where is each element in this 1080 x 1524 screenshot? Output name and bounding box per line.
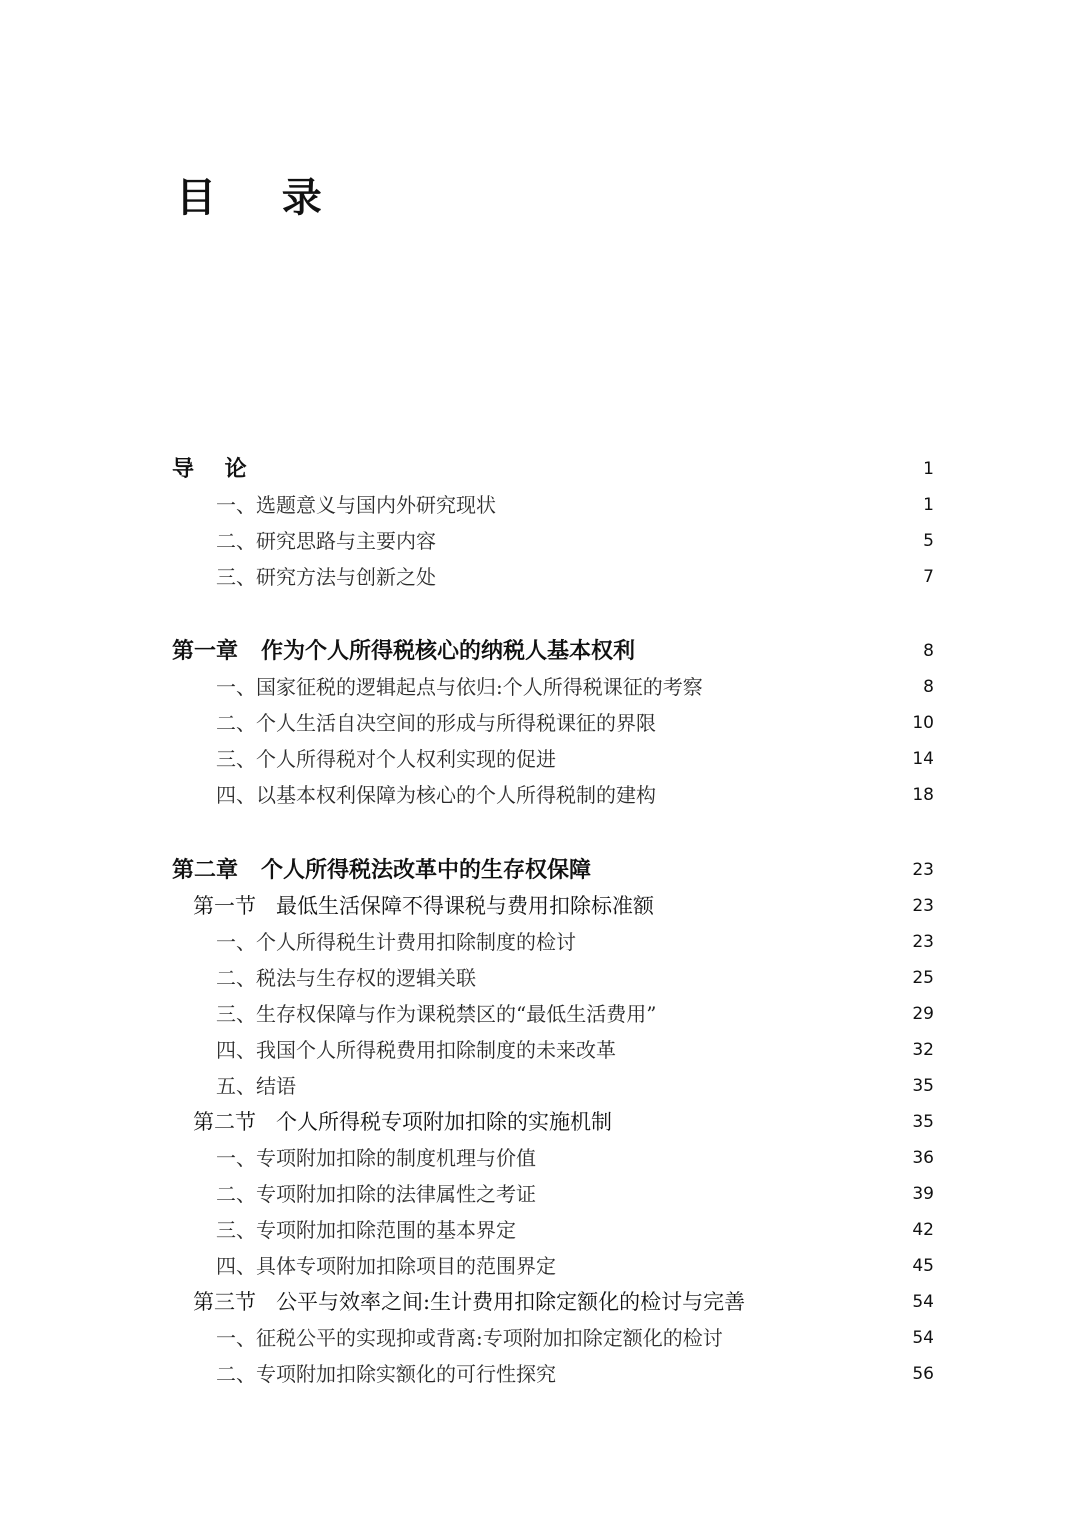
- toc-entry: [0, 487, 1080, 523]
- toc-entry-page: 29: [912, 1004, 934, 1024]
- toc-entry-title: 二、个人生活自决空间的形成与所得税课征的界限: [216, 711, 656, 735]
- toc-entry-page: 25: [912, 968, 934, 988]
- toc-entry: [0, 777, 1080, 813]
- toc-entry: [0, 1212, 1080, 1248]
- toc-entry: [0, 1284, 1080, 1320]
- toc-entry-title: 导 论: [172, 456, 247, 482]
- toc-entry-title: 一、征税公平的实现抑或背离:专项附加扣除定额化的检讨: [216, 1326, 723, 1350]
- toc-entry-page: 7: [923, 567, 934, 587]
- toc-entry-title: 一、个人所得税生计费用扣除制度的检讨: [216, 930, 576, 954]
- toc-entry-title: 四、具体专项附加扣除项目的范围界定: [216, 1254, 556, 1278]
- toc-entry: [0, 888, 1080, 924]
- toc-entry: [0, 924, 1080, 960]
- toc-entry-page: 35: [912, 1112, 934, 1132]
- toc-entry-title: 第三节 公平与效率之间:生计费用扣除定额化的检讨与完善: [193, 1290, 746, 1314]
- toc-entry-page: 23: [912, 860, 934, 880]
- toc-entry-page: 45: [912, 1256, 934, 1276]
- toc-entry: [0, 669, 1080, 705]
- toc-entry-title: 一、专项附加扣除的制度机理与价值: [216, 1146, 536, 1170]
- toc-entry: [0, 705, 1080, 741]
- toc-entry-page: 42: [912, 1220, 934, 1240]
- toc-entry-page: 54: [912, 1292, 934, 1312]
- toc-entry-page: 8: [923, 677, 934, 697]
- toc-entry-title: 二、税法与生存权的逻辑关联: [216, 966, 476, 990]
- toc-entry-page: 23: [912, 896, 934, 916]
- toc-entry: [0, 741, 1080, 777]
- toc-entry: [0, 1176, 1080, 1212]
- toc-entry-title: 二、研究思路与主要内容: [216, 529, 436, 553]
- toc-entry-title: 三、生存权保障与作为课税禁区的“最低生活费用”: [216, 1002, 657, 1026]
- toc-entry: [0, 1140, 1080, 1176]
- toc-entry-title: 四、以基本权利保障为核心的个人所得税制的建构: [216, 783, 656, 807]
- toc-entry-page: 18: [912, 785, 934, 805]
- toc-entry-page: 5: [923, 531, 934, 551]
- toc-entry-title: 三、专项附加扣除范围的基本界定: [216, 1218, 516, 1242]
- toc-entry: [0, 852, 1080, 888]
- toc-entry: [0, 996, 1080, 1032]
- toc-entry: [0, 1356, 1080, 1392]
- toc-entry-page: 35: [912, 1076, 934, 1096]
- toc-entry-page: 10: [912, 713, 934, 733]
- toc-entry-title: 五、结语: [216, 1074, 296, 1098]
- toc-entry-title: 二、专项附加扣除的法律属性之考证: [216, 1182, 536, 1206]
- toc-entry-title: 三、个人所得税对个人权利实现的促进: [216, 747, 556, 771]
- toc-entry: [0, 960, 1080, 996]
- toc-entry-page: 1: [923, 459, 934, 479]
- toc-entry-page: 39: [912, 1184, 934, 1204]
- toc-entry-title: 二、专项附加扣除实额化的可行性探究: [216, 1362, 556, 1386]
- toc-entry-title: 第一节 最低生活保障不得课税与费用扣除标准额: [193, 894, 655, 918]
- page-title: 目 录: [176, 174, 324, 221]
- toc-entry: [0, 523, 1080, 559]
- toc-entry-title: 第二章 个人所得税法改革中的生存权保障: [172, 857, 591, 883]
- toc-entry-page: 23: [912, 932, 934, 952]
- toc-entry-title: 四、我国个人所得税费用扣除制度的未来改革: [216, 1038, 616, 1062]
- toc-entry-title: 第二节 个人所得税专项附加扣除的实施机制: [193, 1110, 613, 1134]
- toc-entry: [0, 1248, 1080, 1284]
- toc-entry-page: 1: [923, 495, 934, 515]
- toc-entry-page: 32: [912, 1040, 934, 1060]
- toc-entry-title: 第一章 作为个人所得税核心的纳税人基本权利: [172, 638, 635, 664]
- toc-entry-title: 三、研究方法与创新之处: [216, 565, 436, 589]
- toc-entry: [0, 1104, 1080, 1140]
- toc-entry: [0, 1032, 1080, 1068]
- toc-entry-page: 54: [912, 1328, 934, 1348]
- toc-entry: [0, 1068, 1080, 1104]
- toc-entry-title: 一、国家征税的逻辑起点与依归:个人所得税课征的考察: [216, 675, 703, 699]
- toc-entry-title: 一、选题意义与国内外研究现状: [216, 493, 496, 517]
- toc-entry-page: 36: [912, 1148, 934, 1168]
- toc-entry-page: 56: [912, 1364, 934, 1384]
- toc-entry-page: 14: [912, 749, 934, 769]
- toc-entry: [0, 559, 1080, 595]
- toc-entry: [0, 1320, 1080, 1356]
- toc-entry-page: 8: [923, 641, 934, 661]
- toc-entry: [0, 633, 1080, 669]
- toc-entry: [0, 451, 1080, 487]
